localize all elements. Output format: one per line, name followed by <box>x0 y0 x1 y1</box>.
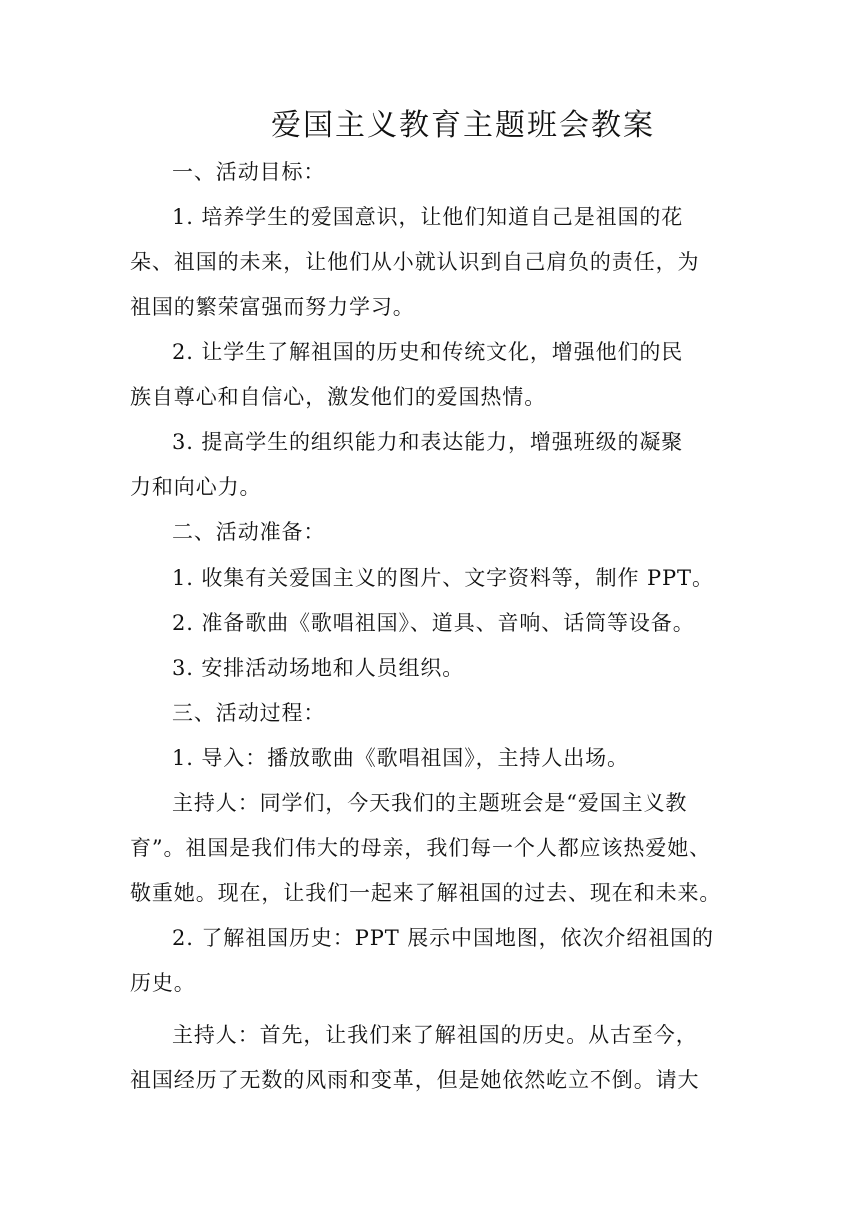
paragraph-line: 祖国经历了无数的风雨和变革，但是她依然屹立不倒。请大 <box>130 1068 700 1092</box>
paragraph-line: 2. 让学生了解祖国的历史和传统文化，增强他们的民 <box>172 340 684 364</box>
paragraph-line: 祖国的繁荣富强而努力学习。 <box>130 295 415 319</box>
section-heading-preparation: 二、活动准备： <box>172 520 326 544</box>
paragraph-line: 1. 收集有关爱国主义的图片、文字资料等，制作 PPT。 <box>172 566 714 590</box>
paragraph-line: 3. 安排活动场地和人员组织。 <box>172 656 465 680</box>
document-title: 爱国主义教育主题班会教案 <box>271 108 655 143</box>
paragraph-line: 族自尊心和自信心，激发他们的爱国热情。 <box>130 385 547 409</box>
section-heading-goals: 一、活动目标： <box>172 160 326 184</box>
paragraph-line: 育”。祖国是我们伟大的母亲，我们每一个人都应该热爱她、 <box>130 836 712 860</box>
paragraph-line: 2. 了解祖国历史：PPT 展示中国地图，依次介绍祖国的 <box>172 926 714 950</box>
paragraph-line: 朵、祖国的未来，让他们从小就认识到自己肩负的责任，为 <box>130 250 700 274</box>
paragraph-line: 历史。 <box>130 971 196 995</box>
paragraph-line: 1. 培养学生的爱国意识，让他们知道自己是祖国的花 <box>172 205 684 229</box>
paragraph-line: 3. 提高学生的组织能力和表达能力，增强班级的凝聚 <box>172 430 684 454</box>
paragraph-line: 主持人：首先，让我们来了解祖国的历史。从古至今， <box>172 1023 698 1047</box>
paragraph-line: 主持人：同学们，今天我们的主题班会是“爱国主义教 <box>172 791 688 815</box>
paragraph-line: 敬重她。现在，让我们一起来了解祖国的过去、现在和未来。 <box>130 881 722 905</box>
paragraph-line: 2. 准备歌曲《歌唱祖国》、道具、音响、话筒等设备。 <box>172 611 695 635</box>
paragraph-line: 1. 导入：播放歌曲《歌唱祖国》，主持人出场。 <box>172 746 629 770</box>
section-heading-process: 三、活动过程： <box>172 701 326 725</box>
paragraph-line: 力和向心力。 <box>130 475 262 499</box>
